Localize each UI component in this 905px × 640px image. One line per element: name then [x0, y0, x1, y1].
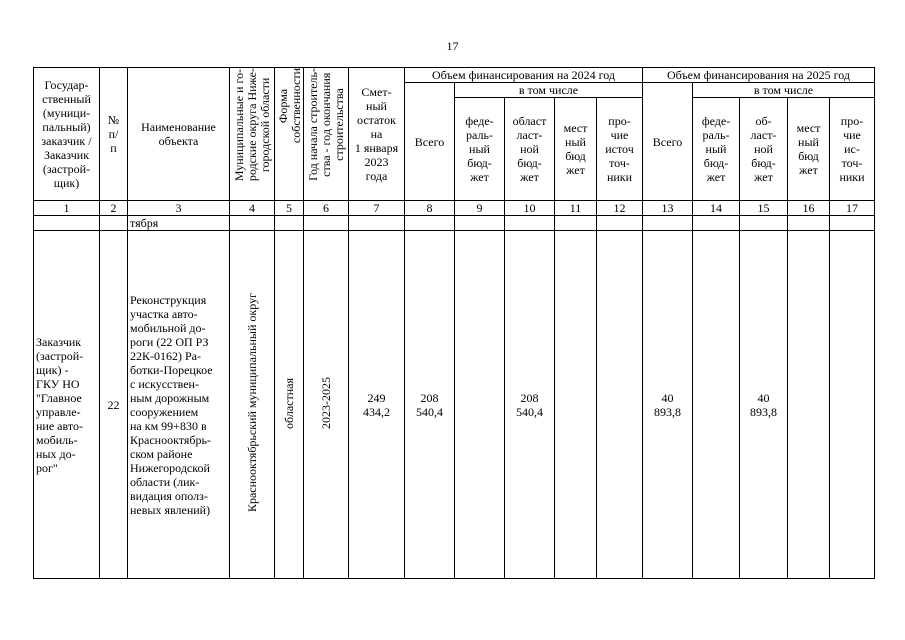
col-number: 13: [643, 201, 693, 216]
col-number: 14: [693, 201, 740, 216]
header-ownership: Форма собственности: [276, 68, 303, 144]
header-fin-2024: Объем финансирования на 2024 год: [405, 68, 643, 83]
header-years: Год начала строитель- ства - год окончания строительства: [305, 68, 346, 181]
col-number: 4: [230, 201, 275, 216]
row-other-2025: [830, 231, 875, 579]
col-number: 7: [349, 201, 405, 216]
header-including-2024: в том числе: [455, 83, 643, 98]
row-local-2025: [788, 231, 830, 579]
header-other-2024: про- чие источ точ- ники: [597, 98, 643, 201]
carry-over-row: [34, 216, 875, 231]
header-including-2025: в том числе: [693, 83, 875, 98]
row-years: 2023-2025: [318, 377, 333, 429]
col-number: 17: [830, 201, 875, 216]
col-number: 9: [455, 201, 505, 216]
col-number: 11: [555, 201, 597, 216]
row-regional-2024: 208 540,4: [505, 231, 555, 579]
header-regional-2025: об- ласт- ной бюд- жет: [740, 98, 788, 201]
row-object-name: Реконструкция участка авто- мобильной до- роги (22 ОП РЗ 22К-0162) Ра- ботки-Порецкое с искусствен- ным дорожным сооружением на км 99+830 в Краснооктябрь- ском районе Нижегородской области (лик- видация ополз- невых явлений): [128, 231, 230, 579]
row-other-2024: [597, 231, 643, 579]
header-other-2025: про- чие ис- точ- ники: [830, 98, 875, 201]
table-row: [34, 231, 875, 579]
header-total-2024: Всего: [405, 83, 455, 201]
col-number: 8: [405, 201, 455, 216]
row-estimate: 249 434,2: [349, 231, 405, 579]
header-federal-2025: феде- раль- ный бюд- жет: [693, 98, 740, 201]
header-municipality: Муниципальные и го- родские округа Ниже- городской области: [231, 68, 272, 182]
col-number: 5: [275, 201, 304, 216]
row-local-2024: [555, 231, 597, 579]
page-number: 17: [446, 39, 459, 53]
header-object-name: Наименование объекта: [128, 68, 230, 201]
row-total-2024: 208 540,4: [405, 231, 455, 579]
row-federal-2025: [693, 231, 740, 579]
header-local-2025: мест ный бюд жет: [788, 98, 830, 201]
col-number: 12: [597, 201, 643, 216]
col-number: 3: [128, 201, 230, 216]
col-number: 6: [304, 201, 349, 216]
col-number: 10: [505, 201, 555, 216]
column-number-row: [34, 201, 875, 216]
carry-over-text: тября: [128, 216, 230, 231]
col-number: 16: [788, 201, 830, 216]
row-ownership: областная: [281, 377, 296, 429]
row-number: 22: [100, 231, 128, 579]
col-number: 15: [740, 201, 788, 216]
row-total-2025: 40 893,8: [643, 231, 693, 579]
row-regional-2025: 40 893,8: [740, 231, 788, 579]
header-estimate: Смет- ный остаток на 1 января 2023 года: [349, 68, 405, 201]
col-number: 1: [34, 201, 100, 216]
row-municipality: Краснооктябрьский муниципальный округ: [244, 293, 259, 513]
row-customer: Заказчик (застрой- щик) - ГКУ НО "Главное управле- ние авто- мобиль- ных до- рог": [34, 231, 100, 579]
row-federal-2024: [455, 231, 505, 579]
financing-table: [33, 67, 875, 579]
header-regional-2024: област лаcт- ной бюд- жет: [505, 98, 555, 201]
header-fin-2025: Объем финансирования на 2025 год: [643, 68, 875, 83]
header-number: № п/ п: [100, 68, 128, 201]
col-number: 2: [100, 201, 128, 216]
header-local-2024: мест ный бюд жет: [555, 98, 597, 201]
header-federal-2024: феде- раль- ный бюд- жет: [455, 98, 505, 201]
header-customer: Государ- ственный (муници- пальный) заказчик / Заказчик (застрой- щик): [34, 68, 100, 201]
header-total-2025: Всего: [643, 83, 693, 201]
